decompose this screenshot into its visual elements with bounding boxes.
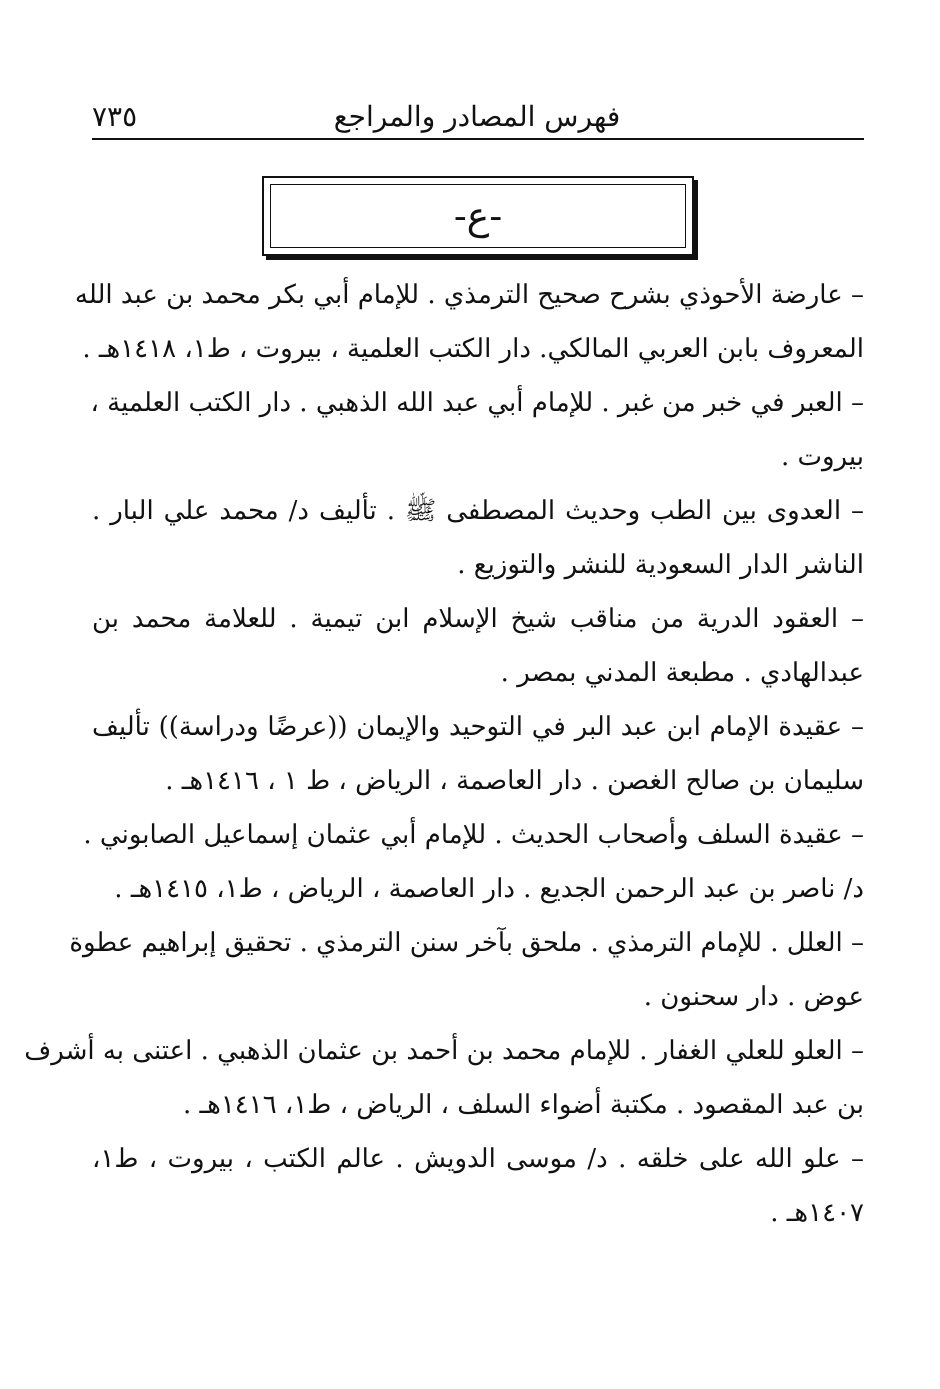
entry-line: – العدوى بين الطب وحديث المصطفى ﷺ . تأليف د/ محمد علي البار .: [92, 496, 864, 526]
entry-line: – العلو للعلي الغفار . للإمام محمد بن أحمد بن عثمان الذهبي . اعتنى به أشرف: [24, 1036, 864, 1066]
bibliography-entries: [24, 268, 864, 1240]
entry-line: د/ ناصر بن عبد الرحمن الجديع . دار العاصمة ، الرياض ، ط١، ١٤١٥هـ .: [114, 874, 864, 904]
entry-line: – العلل . للإمام الترمذي . ملحق بآخر سنن الترمذي . تحقيق إبراهيم عطوة: [69, 928, 864, 958]
entry-line: بن عبد المقصود . مكتبة أضواء السلف ، الرياض ، ط١، ١٤١٦هـ .: [182, 1090, 864, 1120]
entry-line: الناشر الدار السعودية للنشر والتوزيع .: [457, 550, 864, 580]
entry-line: – العقود الدرية من مناقب شيخ الإسلام ابن تيمية . للعلامة محمد بن: [92, 604, 864, 634]
entry-line: – علو الله على خلقه . د/ موسى الدويش . عالم الكتب ، بيروت ، ط١،: [92, 1144, 864, 1174]
entry-line: المعروف بابن العربي المالكي. دار الكتب العلمية ، بيروت ، ط١، ١٤١٨هـ .: [82, 334, 864, 364]
entry-line: – عقيدة السلف وأصحاب الحديث . للإمام أبي عثمان إسماعيل الصابوني .: [83, 820, 864, 850]
entry-line: – عارضة الأحوذي بشرح صحيح الترمذي . للإمام أبي بكر محمد بن عبد الله: [74, 280, 864, 310]
header-rule: [92, 138, 864, 140]
entry-line: عبدالهادي . مطبعة المدني بمصر .: [500, 658, 864, 688]
section-letter: -ع-: [453, 194, 503, 238]
entry-line: ١٤٠٧هـ .: [770, 1198, 864, 1228]
entry-line: – العبر في خبر من غبر . للإمام أبي عبد الله الذهبي . دار الكتب العلمية ،: [90, 388, 864, 418]
section-letter-box-inner: [270, 184, 686, 248]
section-letter-box: [262, 176, 694, 256]
entry-line: سليمان بن صالح الغصن . دار العاصمة ، الرياض ، ط ١ ، ١٤١٦هـ .: [165, 766, 864, 796]
entry-line: عوض . دار سحنون .: [643, 982, 864, 1012]
entry-line: – عقيدة الإمام ابن عبد البر في التوحيد والإيمان ((عرضًا ودراسة)) تأليف: [92, 712, 864, 742]
page-number: ٧٣٥: [92, 100, 138, 133]
running-title: فهرس المصادر والمراجع: [333, 100, 621, 133]
page-header: [92, 95, 862, 139]
entry-line: بيروت .: [781, 442, 864, 472]
